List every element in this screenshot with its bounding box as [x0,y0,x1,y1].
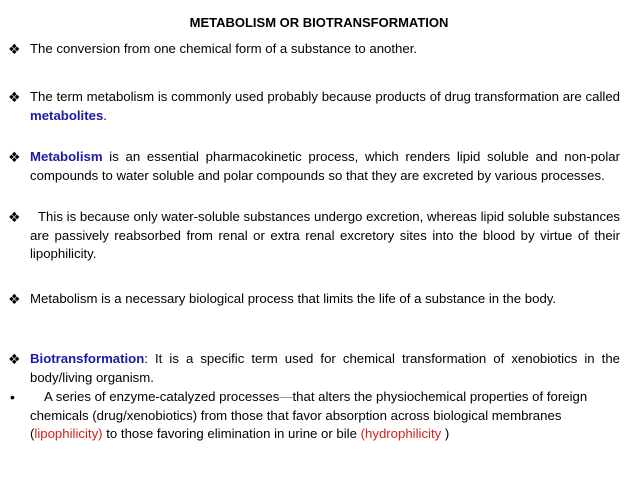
bullet-item-metabolism-process [8,148,620,185]
text-segment: that alters the physiochemical properties of foreign chemicals (drug/xenobiotics) from those that favor absorption across biological membranes ( [30,389,588,441]
bullet-item-biotransformation [8,350,620,387]
diamond-bullet-icon: ❖ [8,209,21,225]
text-segment: to those favoring elimination in urine or bile [102,426,361,441]
bullet-text: Metabolism is a necessary biological process that limits the life of a substance in the body. [30,291,557,306]
bullet-text [30,88,620,125]
text-segment: . [103,107,107,123]
text-segment: : It is a specific term used for chemical transformation of xenobiotics in the body/living organism. [30,351,620,385]
bullet-item-excretion [8,208,620,264]
bullet-text [30,350,620,387]
text-segment: The term metabolism is commonly used probably because products of drug transformation are called [30,89,620,104]
text-segment: is an essential pharmacokinetic process, which renders lipid soluble and non-polar compounds to water soluble and polar compounds so that they are excreted by various processes. [30,149,620,183]
slide-title: METABOLISM OR BIOTRANSFORMATION [189,15,449,30]
dot-bullet-icon: • [10,389,15,405]
bullet-text: The conversion from one chemical form of a substance to another. [30,41,418,56]
bullet-text [30,148,620,185]
bullet-item-conversion [8,40,620,59]
diamond-bullet-icon: ❖ [8,89,21,105]
diamond-bullet-icon: ❖ [8,291,21,307]
diamond-bullet-icon: ❖ [8,351,21,367]
metabolism-highlight: Metabolism [30,149,103,164]
bullet-item-enzyme-series [8,388,620,444]
bullet-text: This is because only water-soluble substances undergo excretion, whereas lipid soluble substances are passively reabsorbed from renal or extra renal excretory sites into the blood by virtue of their lipophilicity. [30,209,620,261]
bullet-text [30,388,620,444]
text-segment: ) [441,426,450,441]
diamond-bullet-icon: ❖ [8,149,21,165]
metabolites-highlight: metabolites [30,107,104,123]
bullet-item-necessary-process [8,290,620,309]
lipophilicity-highlight: lipophilicity) [34,426,103,441]
em-dash: — [279,389,293,404]
bullet-item-term-metabolism [8,88,620,125]
diamond-bullet-icon: ❖ [8,41,21,57]
hydrophilicity-highlight: (hydrophilicity [360,426,442,441]
biotransformation-highlight: Biotransformation [30,351,145,366]
text-segment: A series of enzyme-catalyzed processes [44,389,280,404]
